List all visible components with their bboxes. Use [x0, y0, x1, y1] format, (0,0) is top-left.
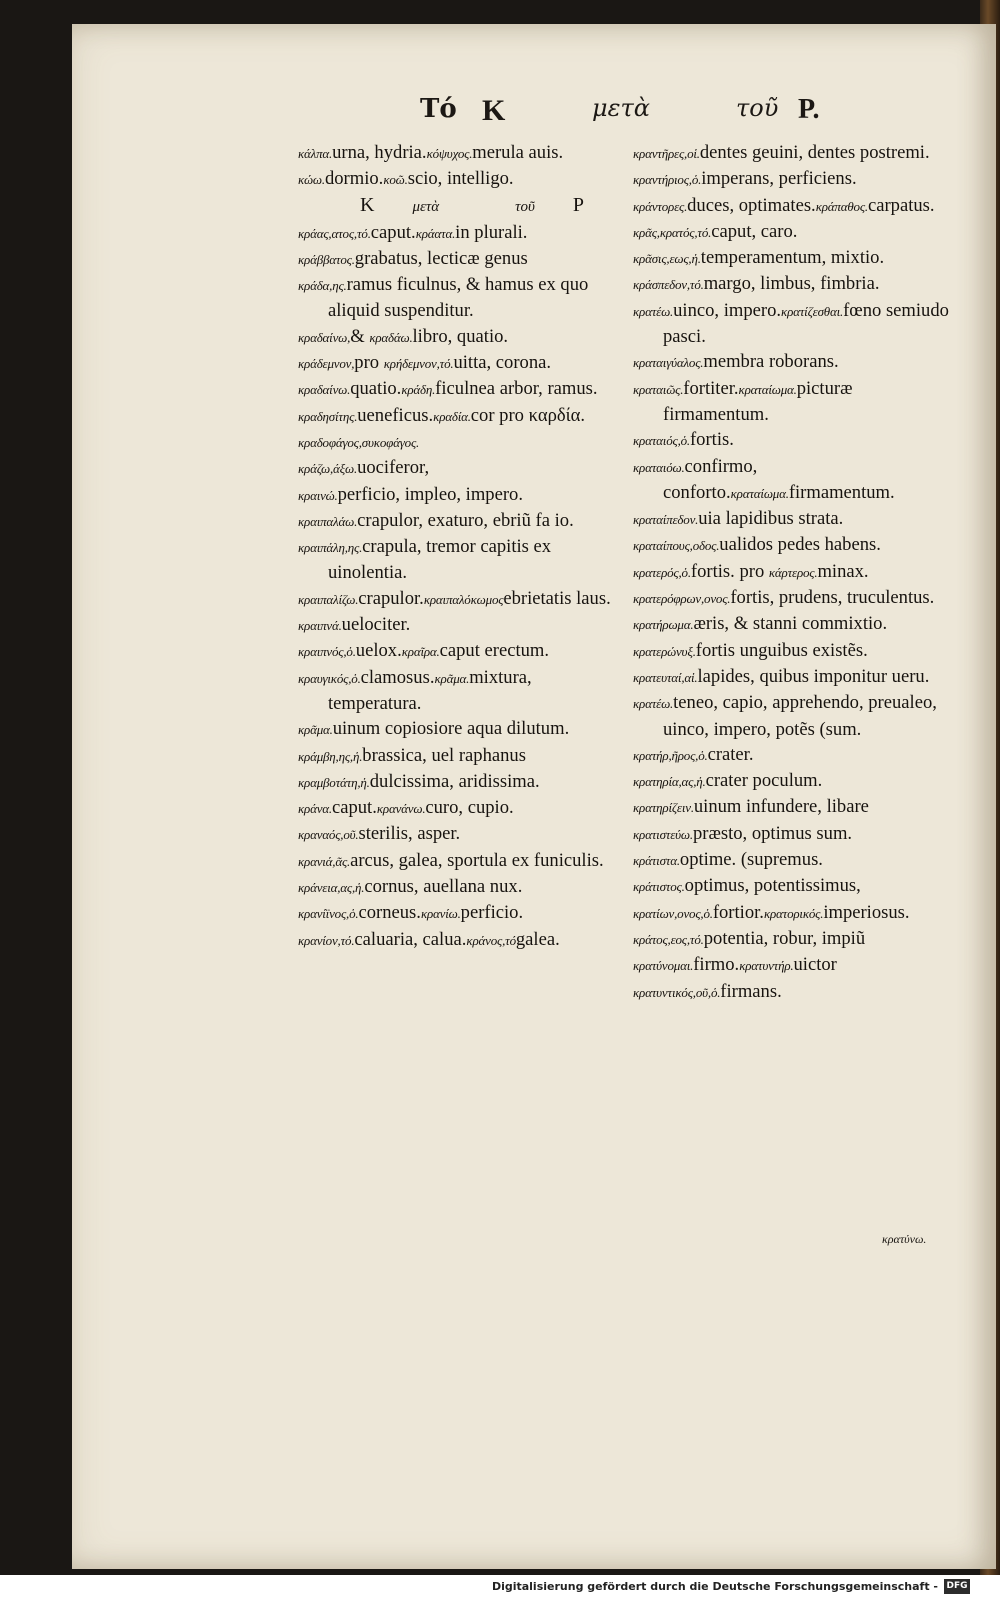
greek-headword: κραταίωμα. — [738, 381, 797, 397]
greek-headword: κραδαίνω, — [298, 329, 351, 345]
latin-gloss: optimus, potentissimus, — [684, 875, 861, 897]
dictionary-entry — [633, 638, 959, 664]
latin-gloss: imperans, perficiens. — [701, 168, 857, 190]
running-head-k: Κ — [482, 94, 506, 127]
running-head-tou: τοῦ — [736, 94, 779, 122]
latin-gloss: curo, cupio. — [425, 797, 514, 819]
footer-bar — [0, 1575, 1000, 1599]
greek-headword: κρᾶς,κρατός,τό. — [633, 224, 712, 240]
dictionary-entry — [298, 324, 626, 350]
dictionary-entry — [633, 454, 959, 507]
latin-gloss: perficio. — [460, 902, 524, 924]
greek-headword: κραντήριος,ὁ. — [633, 172, 702, 188]
latin-gloss: fortis unguibus existẽs. — [695, 639, 868, 661]
dictionary-entry — [633, 952, 959, 978]
footer-credit: Digitalisierung gefördert durch die Deutsche Forschungsgemeinschaft - — [491, 1580, 938, 1593]
latin-gloss: fortior. — [712, 901, 764, 923]
latin-gloss: & — [350, 325, 370, 347]
latin-gloss: potentia, robur, impiũ — [703, 927, 866, 949]
latin-gloss: caluaria, calua. — [354, 928, 467, 950]
dictionary-entry — [633, 847, 959, 873]
latin-gloss: sterilis, asper. — [358, 823, 461, 845]
dictionary-entry — [633, 979, 959, 1005]
latin-gloss: brassica, uel raphanus — [362, 744, 526, 766]
greek-headword: κραιπαλίζω. — [298, 591, 359, 607]
greek-headword: κράτιστος. — [633, 879, 685, 895]
running-head-to: Τό — [420, 94, 457, 124]
latin-gloss: firmamentum. — [788, 481, 895, 503]
dictionary-entry — [298, 246, 626, 272]
latin-gloss: dentes geuini, dentes postremi. — [699, 142, 930, 163]
greek-headword: κράζω,άξω. — [298, 461, 358, 477]
latin-gloss: clamosus. — [360, 666, 435, 688]
greek-headword: κραδία. — [433, 408, 471, 424]
latin-gloss: uinum infundere, libare — [693, 796, 869, 818]
latin-gloss: grabatus, lecticæ genus — [354, 247, 528, 269]
greek-headword: κάλπα. — [298, 146, 333, 161]
latin-gloss: fortis, prudens, truculentus. — [730, 587, 935, 609]
latin-gloss: quatio. — [350, 378, 402, 400]
dictionary-entry — [633, 166, 959, 192]
dictionary-entry — [298, 220, 626, 246]
latin-gloss: fortiter. — [683, 377, 739, 399]
greek-headword: κρατήρ,ῆρος,ὁ. — [633, 747, 708, 763]
dictionary-entry — [298, 508, 626, 534]
greek-headword: κραιπνός,ὁ. — [298, 644, 356, 660]
dictionary-entry — [633, 427, 959, 453]
latin-gloss: corneus. — [358, 902, 421, 924]
dictionary-entry — [633, 219, 959, 245]
latin-gloss: urna, hydria. — [332, 142, 427, 163]
latin-gloss: æris, & stanni commixtio. — [693, 613, 888, 635]
greek-headword: κραταιόω. — [633, 459, 685, 475]
greek-headword: κρατηρίζειν. — [633, 800, 694, 816]
dictionary-entry — [633, 193, 959, 219]
latin-gloss: confirmo, conforto. — [663, 455, 758, 503]
dictionary-entry — [633, 768, 959, 794]
latin-gloss: crater. — [707, 743, 754, 765]
latin-gloss: arcus, galea, sportula ex funiculis. — [350, 849, 604, 871]
dictionary-entry — [298, 874, 626, 900]
dictionary-entry — [633, 664, 959, 690]
dictionary-entry — [633, 140, 959, 166]
greek-headword: κρατυντήρ. — [739, 958, 794, 974]
greek-headword: κρανίϊνος,ὁ. — [298, 906, 359, 922]
greek-headword: οδος. — [692, 538, 720, 554]
dictionary-entry — [298, 821, 626, 847]
dictionary-entry — [633, 690, 959, 742]
latin-gloss: crapulor, exaturo, ebriũ fa io. — [357, 509, 574, 531]
dictionary-entry — [298, 716, 626, 742]
latin-gloss: uelociter. — [341, 614, 411, 636]
dictionary-entry — [633, 349, 959, 375]
greek-headword: κράατα. — [415, 225, 456, 241]
latin-gloss: minax. — [817, 560, 869, 582]
greek-headword: κρατίζεσθαι. — [781, 303, 844, 319]
section-heading — [298, 193, 626, 220]
greek-headword: κραταιῶς. — [633, 381, 684, 397]
latin-gloss: cornus, auellana nux. — [364, 876, 523, 898]
latin-gloss: in plurali. — [455, 221, 528, 243]
latin-gloss: picturæ firmamentum. — [663, 377, 853, 425]
latin-gloss: teneo, capio, apprehendo, preualeo, uinco, impero, potẽs (sum. — [663, 692, 937, 740]
latin-gloss: ficulnea arbor, ramus. — [435, 378, 598, 400]
greek-headword: κρατέω. — [633, 696, 674, 712]
latin-gloss: carpatus. — [867, 194, 935, 216]
running-head-p: Ρ. — [798, 94, 820, 125]
latin-gloss: imperiosus. — [823, 901, 910, 923]
dfg-logo: DFG — [944, 1579, 970, 1594]
latin-gloss: præsto, optimus sum. — [692, 822, 853, 844]
section-heading-p: Ρ — [572, 193, 585, 216]
dictionary-entry — [633, 742, 959, 768]
greek-headword: κραταίπους, — [633, 538, 693, 554]
latin-gloss: caput erectum. — [439, 640, 550, 662]
latin-gloss: uictor — [793, 954, 837, 976]
greek-headword: κραντῆρες,οἱ. — [633, 146, 700, 161]
dictionary-entry — [298, 350, 626, 376]
greek-headword: κρατορικός. — [763, 905, 824, 921]
dictionary-entry — [298, 612, 626, 638]
latin-gloss: ueneficus. — [357, 404, 434, 426]
latin-gloss: dormio. — [324, 168, 384, 190]
latin-gloss: fœno semiudo pasci. — [663, 299, 949, 348]
greek-headword: κράνεια,ας,ἡ. — [298, 880, 365, 896]
running-head-meta: μετὰ — [592, 94, 650, 122]
greek-headword: κρατήρωμα. — [633, 617, 694, 633]
greek-headword: κράνα. — [298, 801, 332, 817]
greek-headword: κραιπνά. — [298, 618, 342, 634]
latin-gloss: cor pro καρδία. — [470, 404, 586, 426]
greek-headword: κραμβοτάτη,ἡ. — [298, 774, 370, 790]
greek-headword: κρατερώνυξ. — [633, 643, 696, 659]
latin-gloss: fortis. — [689, 429, 734, 451]
greek-headword: κρατύνομαι. — [633, 958, 694, 974]
latin-gloss: fortis. pro — [690, 560, 769, 582]
dictionary-entry — [298, 927, 626, 953]
latin-gloss: firmans. — [720, 980, 782, 1002]
greek-headword: κρατυντικός,οῦ,ὁ. — [633, 984, 721, 1000]
greek-headword: κώω. — [298, 172, 325, 188]
greek-headword: κάρτερος. — [768, 564, 818, 580]
left-column — [298, 140, 626, 953]
latin-gloss: merula auis. — [472, 142, 564, 163]
greek-headword: κραταίπεδον. — [633, 512, 699, 528]
dictionary-entry — [633, 821, 959, 847]
dictionary-entry — [298, 638, 626, 664]
greek-headword: κρατηρία,ας,ἡ. — [633, 774, 706, 790]
dictionary-entry — [633, 873, 959, 899]
greek-headword: κρατευταί,αἱ. — [633, 669, 698, 685]
greek-headword: κρᾶμα. — [434, 670, 470, 686]
greek-headword: κράδεμνον, — [298, 356, 355, 372]
greek-headword: κρατερόφρων,ονος. — [633, 591, 731, 607]
greek-headword: κραδαίνω. — [298, 382, 351, 398]
latin-gloss: crapula, tremor capitis ex uinolentia. — [328, 536, 552, 584]
greek-headword: κράντορες. — [633, 198, 688, 214]
dictionary-entry — [298, 140, 626, 166]
dictionary-entry — [298, 743, 626, 769]
greek-headword: κραινώ. — [298, 487, 338, 503]
greek-headword: κράτιστα. — [633, 853, 680, 869]
greek-headword: κραιπαλόκωμος — [423, 591, 504, 607]
greek-headword: κοῶ. — [383, 172, 408, 188]
dictionary-entry — [633, 376, 959, 428]
greek-headword: κραταιγύαλος. — [633, 355, 704, 371]
greek-headword: κραυγικός,ὁ. — [298, 670, 361, 686]
greek-headword: κράσπεδον,τό. — [633, 277, 704, 293]
latin-gloss: uelox. — [355, 640, 402, 662]
dictionary-entry — [298, 769, 626, 795]
section-heading-k: Κ — [360, 193, 375, 216]
greek-headword: κραιπάλη,ης. — [298, 540, 363, 556]
greek-headword: κραιπαλάω. — [298, 513, 358, 529]
running-head — [72, 94, 996, 134]
dictionary-entry — [298, 272, 626, 324]
dictionary-entry — [633, 271, 959, 297]
dictionary-entry — [298, 586, 626, 612]
greek-headword: κρανιά,ᾶς. — [298, 853, 351, 869]
dictionary-entry — [633, 559, 959, 585]
greek-headword: κρατιστεύω. — [633, 826, 693, 842]
dictionary-entry — [298, 665, 626, 717]
latin-gloss: ramus ficulnus, & hamus ex quo aliquid suspenditur. — [328, 274, 589, 322]
greek-headword: κραῖρα. — [401, 644, 440, 660]
latin-gloss: firmo. — [693, 954, 740, 976]
greek-headword: κράββατος. — [298, 251, 355, 267]
catchword: κρατύνω. — [882, 1232, 927, 1246]
latin-gloss: dulcissima, aridissima. — [369, 770, 540, 792]
greek-headword: κραταίωμα. — [730, 485, 789, 501]
dictionary-entry — [633, 532, 959, 558]
latin-gloss: ebrietatis laus. — [503, 587, 611, 609]
greek-headword: κόψυχος. — [426, 146, 473, 161]
latin-gloss: galea. — [515, 928, 560, 950]
latin-gloss: scio, intelligo. — [407, 168, 514, 190]
greek-headword: κρᾶσις,εως,ἡ. — [633, 251, 701, 267]
greek-headword: κρήδεμνον,τό. — [383, 356, 454, 372]
dictionary-entry — [633, 506, 959, 532]
dictionary-entry — [633, 926, 959, 952]
latin-gloss: pro — [354, 352, 384, 374]
dictionary-entry — [298, 482, 626, 508]
latin-gloss: uociferor, — [357, 457, 430, 479]
latin-gloss: perficio, impleo, impero. — [337, 483, 523, 505]
latin-gloss: uia lapidibus strata. — [698, 508, 844, 530]
greek-headword: κρᾶμα. — [298, 722, 333, 738]
latin-gloss: membra roborans. — [703, 351, 839, 373]
greek-headword: κραδησίτης. — [298, 408, 358, 424]
dictionary-entry — [633, 298, 959, 350]
latin-gloss: lapides, quibus imponitur ueru. — [697, 665, 930, 687]
greek-headword: κράας,ατος,τό. — [298, 225, 371, 241]
greek-headword: κράτος,εος,τό. — [633, 931, 704, 947]
greek-headword: κράνος,τό — [466, 932, 516, 948]
latin-gloss: margo, limbus, fimbria. — [703, 273, 880, 295]
greek-headword: κραδάω. — [369, 329, 413, 345]
dictionary-entry — [298, 166, 626, 192]
latin-gloss: ualidos pedes habens. — [719, 534, 881, 556]
greek-headword: κρατίων,ονος,ὁ. — [633, 905, 713, 921]
greek-headword: κρανίον,τό. — [298, 932, 355, 948]
section-heading-tou: τοῦ — [515, 198, 535, 215]
greek-headword: κρανίω. — [420, 906, 461, 922]
greek-headword: κραταιός,ὁ. — [633, 433, 690, 449]
dictionary-entry — [298, 455, 626, 481]
dictionary-entry — [298, 376, 626, 402]
latin-gloss: crater poculum. — [705, 770, 823, 792]
greek-headword: κραδοφάγος,συκοφάγος. — [298, 434, 420, 450]
dictionary-entry — [633, 794, 959, 820]
dictionary-entry — [298, 534, 626, 586]
greek-headword: κρανάνω. — [376, 801, 426, 817]
greek-headword: κρατέω. — [633, 303, 674, 319]
latin-gloss: crapulor. — [358, 587, 424, 609]
dictionary-entry — [633, 585, 959, 611]
dictionary-entry — [298, 429, 626, 455]
greek-headword: κράμβη,ης,ἡ. — [298, 748, 363, 764]
latin-gloss: caput, caro. — [711, 220, 798, 242]
greek-headword: κράδη. — [401, 382, 436, 398]
dictionary-entry — [633, 900, 959, 926]
dictionary-entry — [298, 900, 626, 926]
latin-gloss: uinum copiosiore aqua dilutum. — [332, 718, 570, 740]
latin-gloss: temperamentum, mixtio. — [700, 247, 885, 269]
latin-gloss: uinco, impero. — [673, 299, 782, 321]
latin-gloss: caput. — [331, 797, 377, 819]
section-heading-meta: μετὰ — [412, 198, 440, 215]
dictionary-entry — [298, 848, 626, 874]
latin-gloss: mixtura, temperatura. — [328, 666, 532, 714]
latin-gloss: uitta, corona. — [453, 352, 552, 374]
greek-headword: κραναός,οῦ. — [298, 827, 359, 843]
greek-headword: κρατερός,ὁ. — [633, 564, 691, 580]
latin-gloss: caput. — [370, 221, 416, 243]
greek-headword: κράδα,ης. — [298, 278, 347, 294]
latin-gloss: libro, quatio. — [412, 325, 509, 347]
dictionary-entry — [298, 795, 626, 821]
dictionary-entry — [298, 403, 626, 429]
latin-gloss: optime. (supremus. — [679, 849, 823, 871]
dictionary-entry — [633, 245, 959, 271]
right-column — [633, 140, 959, 1005]
greek-headword: κράπαθος. — [815, 198, 868, 214]
latin-gloss: duces, optimates. — [687, 194, 816, 216]
dictionary-entry — [633, 611, 959, 637]
